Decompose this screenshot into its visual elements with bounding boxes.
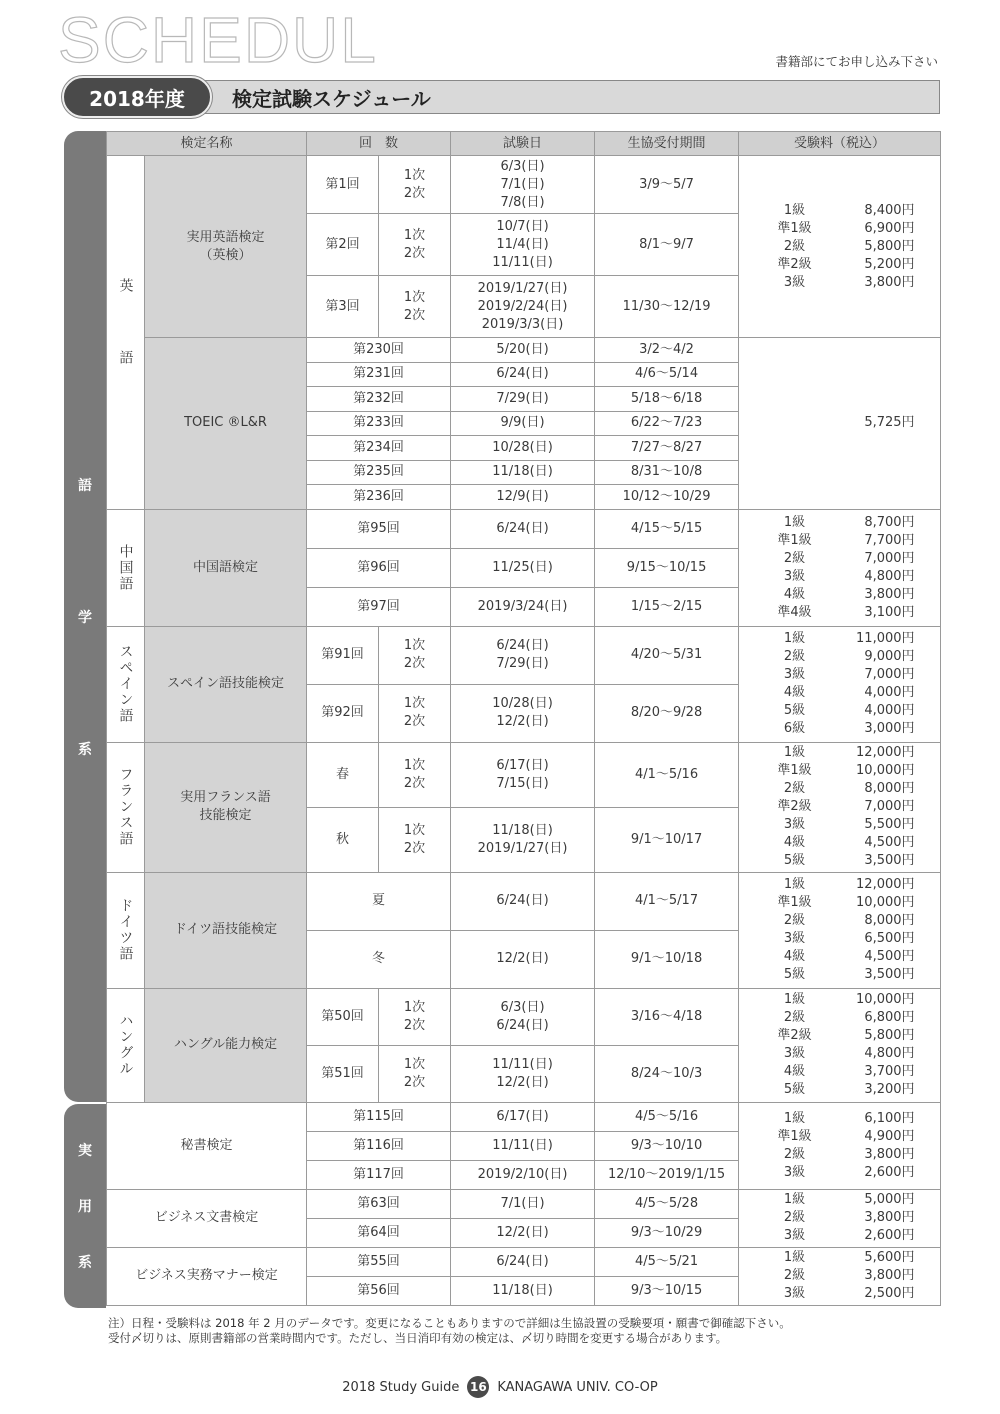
period-cell: 9/3～10/10 bbox=[595, 1131, 739, 1160]
fee-cell bbox=[739, 1189, 941, 1247]
round-cell: 第55回 bbox=[307, 1247, 451, 1276]
fee-grade: 1級 bbox=[783, 514, 806, 530]
round-cell: 第115回 bbox=[307, 1102, 451, 1131]
period-cell: 3/2～4/2 bbox=[595, 338, 739, 363]
col-header-round: 回 数 bbox=[307, 132, 451, 156]
period-cell: 9/3～10/15 bbox=[595, 1276, 739, 1305]
round-cell: 第117回 bbox=[307, 1160, 451, 1189]
fee-amount: 10,000円 bbox=[856, 895, 915, 910]
date-cell: 12/2(日) bbox=[451, 1218, 595, 1247]
date-cell: 7/29(日) bbox=[451, 387, 595, 412]
period-cell: 3/16～4/18 bbox=[595, 988, 739, 1045]
footnote-line: 注）日程・受験料は 2018 年 2 月のデータです。変更になることもありますので詳細は生協設置の受験要項・願書で御確認下さい。 bbox=[108, 1316, 791, 1330]
round-cell: 第232回 bbox=[307, 387, 451, 412]
period-cell: 4/1～5/17 bbox=[595, 872, 739, 930]
fee-amount: 3,800円 bbox=[864, 274, 915, 290]
fee-grade: 2級 bbox=[783, 913, 806, 928]
side-label-jitsuyo bbox=[64, 1104, 106, 1308]
period-cell: 9/3～10/29 bbox=[595, 1218, 739, 1247]
fee-amount: 3,500円 bbox=[864, 853, 915, 868]
fee-amount: 2,500円 bbox=[864, 1286, 915, 1301]
fee-grade: 準1級 bbox=[777, 763, 812, 778]
date-cell: 9/9(日) bbox=[451, 411, 595, 436]
round-cell: 第236回 bbox=[307, 485, 451, 510]
fee-amount: 8,000円 bbox=[864, 781, 915, 796]
fee-grade: 準2級 bbox=[777, 256, 812, 272]
fee-amount: 3,100円 bbox=[864, 604, 915, 620]
fee-grade: 準4級 bbox=[777, 604, 812, 620]
round-cell: 冬 bbox=[307, 930, 451, 988]
fee-cell bbox=[739, 626, 941, 742]
fee-amount: 6,800円 bbox=[864, 1010, 915, 1025]
lang-label: 中国語 bbox=[107, 509, 145, 626]
fee-amount: 2,600円 bbox=[864, 1164, 915, 1180]
date-cell: 12/9(日) bbox=[451, 485, 595, 510]
period-cell: 5/18～6/18 bbox=[595, 387, 739, 412]
fee-grade: 1級 bbox=[783, 631, 806, 646]
fee-grade: 3級 bbox=[783, 667, 806, 682]
period-cell: 12/10～2019/1/15 bbox=[595, 1160, 739, 1189]
round-cell: 第96回 bbox=[307, 548, 451, 587]
round-cell: 秋 bbox=[307, 807, 379, 872]
round-cell: 第92回 bbox=[307, 684, 379, 742]
exam-name: ハングル能力検定 bbox=[145, 988, 307, 1102]
lang-label: スペイン語 bbox=[107, 626, 145, 742]
fee-grade: 1級 bbox=[783, 1192, 806, 1207]
period-cell: 10/12～10/29 bbox=[595, 485, 739, 510]
fee-grade: 2級 bbox=[783, 649, 806, 664]
period-cell: 4/5～5/28 bbox=[595, 1189, 739, 1218]
date-cell: 2019/1/27(日) 2019/2/24(日) 2019/3/3(日) bbox=[451, 276, 595, 338]
big-title: SCHEDUL bbox=[58, 4, 378, 76]
fee-amount: 7,000円 bbox=[864, 667, 915, 682]
footnote bbox=[108, 1316, 791, 1346]
table-row bbox=[107, 626, 941, 684]
lang-label: フランス語 bbox=[107, 742, 145, 872]
fee-grade: 2級 bbox=[783, 1210, 806, 1225]
table-row bbox=[107, 988, 941, 1045]
period-cell: 4/6～5/14 bbox=[595, 362, 739, 387]
fee-amount: 3,800円 bbox=[864, 1210, 915, 1225]
period-cell: 4/15～5/15 bbox=[595, 509, 739, 548]
date-cell: 6/17(日) 7/15(日) bbox=[451, 742, 595, 807]
round-cell: 第63回 bbox=[307, 1189, 451, 1218]
fee-grade: 2級 bbox=[783, 238, 806, 254]
phase-cell: 1次 2次 bbox=[379, 684, 451, 742]
page-title: 検定試験スケジュール bbox=[232, 86, 431, 111]
period-cell: 3/9～5/7 bbox=[595, 156, 739, 214]
date-cell: 6/24(日) bbox=[451, 872, 595, 930]
fee-grade: 2級 bbox=[783, 550, 806, 566]
fee-amount: 6,500円 bbox=[864, 931, 915, 946]
fee-grade: 4級 bbox=[783, 1064, 806, 1079]
date-cell: 11/18(日) bbox=[451, 1276, 595, 1305]
side-char: 学 bbox=[78, 609, 92, 626]
fee-amount: 7,000円 bbox=[864, 550, 915, 566]
round-cell: 第95回 bbox=[307, 509, 451, 548]
side-char: 系 bbox=[78, 1255, 92, 1271]
fee-cell bbox=[739, 509, 941, 626]
round-cell: 第64回 bbox=[307, 1218, 451, 1247]
round-cell: 第1回 bbox=[307, 156, 379, 214]
date-cell: 11/18(日) 2019/1/27(日) bbox=[451, 807, 595, 872]
fee-amount: 3,800円 bbox=[864, 586, 915, 602]
exam-name: TOEIC ®L&R bbox=[145, 338, 307, 510]
fee-amount: 5,000円 bbox=[864, 1192, 915, 1207]
date-cell: 11/11(日) bbox=[451, 1131, 595, 1160]
date-cell: 6/17(日) bbox=[451, 1102, 595, 1131]
phase-cell: 1次 2次 bbox=[379, 807, 451, 872]
exam-name: スペイン語技能検定 bbox=[145, 626, 307, 742]
round-cell: 春 bbox=[307, 742, 379, 807]
fee-amount: 4,000円 bbox=[864, 703, 915, 718]
date-cell: 10/28(日) bbox=[451, 436, 595, 461]
fee-grade: 準2級 bbox=[777, 1028, 812, 1043]
col-header-fee: 受験料（税込） bbox=[739, 132, 941, 156]
phase-cell: 1次 2次 bbox=[379, 626, 451, 684]
fee-grade: 準1級 bbox=[777, 532, 812, 548]
fee-amount: 5,800円 bbox=[864, 238, 915, 254]
side-char: 実 bbox=[78, 1143, 92, 1159]
fee-grade: 1級 bbox=[783, 202, 806, 218]
fee-grade: 3級 bbox=[783, 1164, 806, 1180]
date-cell: 10/7(日) 11/4(日) 11/11(日) bbox=[451, 214, 595, 276]
fee-grade: 準2級 bbox=[777, 799, 812, 814]
fee-amount: 4,000円 bbox=[864, 685, 915, 700]
col-header-period: 生協受付期間 bbox=[595, 132, 739, 156]
exam-name: 中国語検定 bbox=[145, 509, 307, 626]
phase-cell: 1次 2次 bbox=[379, 276, 451, 338]
date-cell: 6/24(日) bbox=[451, 362, 595, 387]
fee-amount: 4,500円 bbox=[864, 949, 915, 964]
side-char: 語 bbox=[78, 477, 92, 494]
fee-cell bbox=[739, 872, 941, 988]
fee-amount: 4,800円 bbox=[864, 568, 915, 584]
fee-cell bbox=[739, 742, 941, 872]
round-cell: 第233回 bbox=[307, 411, 451, 436]
lang-label: ドイツ語 bbox=[107, 872, 145, 988]
period-cell: 1/15～2/15 bbox=[595, 587, 739, 626]
fee-grade: 準1級 bbox=[777, 895, 812, 910]
fee-grade: 1級 bbox=[783, 992, 806, 1007]
lang-label: ハングル bbox=[107, 988, 145, 1102]
fee-grade: 3級 bbox=[783, 817, 806, 832]
period-cell: 4/1～5/16 bbox=[595, 742, 739, 807]
schedule-table bbox=[106, 131, 941, 1306]
fee-amount: 3,500円 bbox=[864, 967, 915, 982]
period-cell: 6/22～7/23 bbox=[595, 411, 739, 436]
round-cell: 第97回 bbox=[307, 587, 451, 626]
fee-amount: 8,000円 bbox=[864, 913, 915, 928]
table-header-row bbox=[107, 132, 941, 156]
date-cell: 6/24(日) bbox=[451, 1247, 595, 1276]
fee-amount: 3,800円 bbox=[864, 1268, 915, 1283]
fee-amount: 4,500円 bbox=[864, 835, 915, 850]
round-cell: 第235回 bbox=[307, 460, 451, 485]
period-cell: 9/15～10/15 bbox=[595, 548, 739, 587]
phase-cell: 1次 2次 bbox=[379, 1045, 451, 1102]
phase-cell: 1次 2次 bbox=[379, 214, 451, 276]
fee-amount: 7,000円 bbox=[864, 799, 915, 814]
table-row bbox=[107, 509, 941, 548]
fee-amount: 9,000円 bbox=[864, 649, 915, 664]
exam-name: ドイツ語技能検定 bbox=[145, 872, 307, 988]
round-cell: 第231回 bbox=[307, 362, 451, 387]
fee-grade: 5級 bbox=[783, 853, 806, 868]
period-cell: 4/5～5/21 bbox=[595, 1247, 739, 1276]
fee-grade: 3級 bbox=[783, 568, 806, 584]
round-cell: 第56回 bbox=[307, 1276, 451, 1305]
date-cell: 11/18(日) bbox=[451, 460, 595, 485]
exam-name: 秘書検定 bbox=[107, 1102, 307, 1189]
fee-grade: 2級 bbox=[783, 1268, 806, 1283]
fee-grade: 1級 bbox=[783, 1250, 806, 1265]
fee-amount: 11,000円 bbox=[856, 631, 915, 646]
lang-label: 英 語 bbox=[107, 156, 145, 510]
date-cell: 6/24(日) 7/29(日) bbox=[451, 626, 595, 684]
fee-grade: 6級 bbox=[783, 721, 806, 736]
date-cell: 12/2(日) bbox=[451, 930, 595, 988]
round-cell: 第3回 bbox=[307, 276, 379, 338]
exam-name: ビジネス実務マナー検定 bbox=[107, 1247, 307, 1305]
fee-grade: 1級 bbox=[783, 1110, 806, 1126]
fee-amount: 10,000円 bbox=[856, 992, 915, 1007]
col-header-name: 検定名称 bbox=[107, 132, 307, 156]
phase-cell: 1次 2次 bbox=[379, 156, 451, 214]
fee-grade: 1級 bbox=[783, 745, 806, 760]
period-cell: 7/27～8/27 bbox=[595, 436, 739, 461]
period-cell: 9/1～10/17 bbox=[595, 807, 739, 872]
fee-amount: 8,400円 bbox=[864, 202, 915, 218]
table-row bbox=[107, 1247, 941, 1276]
fee-amount: 6,900円 bbox=[864, 220, 915, 236]
date-cell: 2019/2/10(日) bbox=[451, 1160, 595, 1189]
fee-grade: 5級 bbox=[783, 1082, 806, 1097]
date-cell: 10/28(日) 12/2(日) bbox=[451, 684, 595, 742]
table-row bbox=[107, 872, 941, 930]
fee-grade: 2級 bbox=[783, 781, 806, 796]
table-row bbox=[107, 338, 941, 363]
phase-cell: 1次 2次 bbox=[379, 742, 451, 807]
fee-amount: 4,800円 bbox=[864, 1046, 915, 1061]
page-footer bbox=[0, 1376, 1000, 1398]
year-badge: 2018年度 bbox=[62, 76, 212, 118]
fee-amount: 3,200円 bbox=[864, 1082, 915, 1097]
fee-amount: 10,000円 bbox=[856, 763, 915, 778]
phase-cell: 1次 2次 bbox=[379, 988, 451, 1045]
exam-name: ビジネス文書検定 bbox=[107, 1189, 307, 1247]
period-cell: 8/24～10/3 bbox=[595, 1045, 739, 1102]
fee-amount: 7,700円 bbox=[864, 532, 915, 548]
fee-grade: 3級 bbox=[783, 274, 806, 290]
round-cell: 夏 bbox=[307, 872, 451, 930]
period-cell: 8/31～10/8 bbox=[595, 460, 739, 485]
fee-grade: 2級 bbox=[783, 1146, 806, 1162]
footer-coop: KANAGAWA UNIV. CO-OP bbox=[497, 1379, 658, 1395]
fee-amount: 5,500円 bbox=[864, 817, 915, 832]
round-cell: 第51回 bbox=[307, 1045, 379, 1102]
table-row bbox=[107, 742, 941, 807]
fee-grade: 3級 bbox=[783, 1046, 806, 1061]
fee-cell bbox=[739, 1247, 941, 1305]
round-cell: 第234回 bbox=[307, 436, 451, 461]
fee-amount: 5,600円 bbox=[864, 1250, 915, 1265]
fee-grade: 準1級 bbox=[777, 220, 812, 236]
order-note: 書籍部にてお申し込み下さい bbox=[775, 54, 938, 69]
round-cell: 第230回 bbox=[307, 338, 451, 363]
date-cell: 6/3(日) 7/1(日) 7/8(日) bbox=[451, 156, 595, 214]
side-label-gogaku bbox=[64, 131, 106, 1102]
date-cell: 7/1(日) bbox=[451, 1189, 595, 1218]
fee-cell bbox=[739, 988, 941, 1102]
side-char: 用 bbox=[78, 1199, 92, 1215]
fee-cell bbox=[739, 338, 941, 510]
fee-cell bbox=[739, 156, 941, 338]
fee-amount: 5,200円 bbox=[864, 256, 915, 272]
fee-grade: 4級 bbox=[783, 586, 806, 602]
fee-amount: 5,725円 bbox=[864, 415, 915, 431]
table-row bbox=[107, 1102, 941, 1131]
round-cell: 第91回 bbox=[307, 626, 379, 684]
fee-amount: 12,000円 bbox=[856, 877, 915, 892]
date-cell: 5/20(日) bbox=[451, 338, 595, 363]
fee-grade: 3級 bbox=[783, 1228, 806, 1243]
fee-amount: 8,700円 bbox=[864, 514, 915, 530]
period-cell: 4/20～5/31 bbox=[595, 626, 739, 684]
fee-amount: 2,600円 bbox=[864, 1228, 915, 1243]
period-cell: 4/5～5/16 bbox=[595, 1102, 739, 1131]
round-cell: 第50回 bbox=[307, 988, 379, 1045]
fee-amount: 5,800円 bbox=[864, 1028, 915, 1043]
fee-grade: 5級 bbox=[783, 703, 806, 718]
fee-amount: 3,000円 bbox=[864, 721, 915, 736]
table-row bbox=[107, 156, 941, 214]
fee-amount: 3,800円 bbox=[864, 1146, 915, 1162]
col-header-date: 試験日 bbox=[451, 132, 595, 156]
fee-grade: 4級 bbox=[783, 949, 806, 964]
fee-grade: 1級 bbox=[783, 877, 806, 892]
fee-grade: 3級 bbox=[783, 1286, 806, 1301]
fee-amount: 3,700円 bbox=[864, 1064, 915, 1079]
fee-amount: 6,100円 bbox=[864, 1110, 915, 1126]
fee-amount: 4,900円 bbox=[864, 1128, 915, 1144]
fee-grade: 3級 bbox=[783, 931, 806, 946]
period-cell: 9/1～10/18 bbox=[595, 930, 739, 988]
date-cell: 6/3(日) 6/24(日) bbox=[451, 988, 595, 1045]
period-cell: 8/20～9/28 bbox=[595, 684, 739, 742]
date-cell: 2019/3/24(日) bbox=[451, 587, 595, 626]
fee-grade: 4級 bbox=[783, 685, 806, 700]
date-cell: 6/24(日) bbox=[451, 509, 595, 548]
fee-grade: 4級 bbox=[783, 835, 806, 850]
date-cell: 11/25(日) bbox=[451, 548, 595, 587]
fee-grade: 準1級 bbox=[777, 1128, 812, 1144]
footer-guide: 2018 Study Guide bbox=[342, 1379, 460, 1395]
exam-name: 実用フランス語 技能検定 bbox=[145, 742, 307, 872]
footnote-line: 受付〆切りは、原則書籍部の営業時間内です。ただし、当日消印有効の検定は、〆切り時間を変更する場合があります。 bbox=[108, 1331, 728, 1345]
side-char: 系 bbox=[78, 741, 92, 758]
date-cell: 11/11(日) 12/2(日) bbox=[451, 1045, 595, 1102]
period-cell: 11/30～12/19 bbox=[595, 276, 739, 338]
round-cell: 第2回 bbox=[307, 214, 379, 276]
fee-cell bbox=[739, 1102, 941, 1189]
exam-name: 実用英語検定 （英検） bbox=[145, 156, 307, 338]
round-cell: 第116回 bbox=[307, 1131, 451, 1160]
table-row bbox=[107, 1189, 941, 1218]
section-title-bar bbox=[62, 76, 940, 118]
period-cell: 8/1～9/7 bbox=[595, 214, 739, 276]
page-number: 16 bbox=[467, 1376, 489, 1398]
fee-amount: 12,000円 bbox=[856, 745, 915, 760]
fee-grade: 5級 bbox=[783, 967, 806, 982]
fee-grade: 2級 bbox=[783, 1010, 806, 1025]
